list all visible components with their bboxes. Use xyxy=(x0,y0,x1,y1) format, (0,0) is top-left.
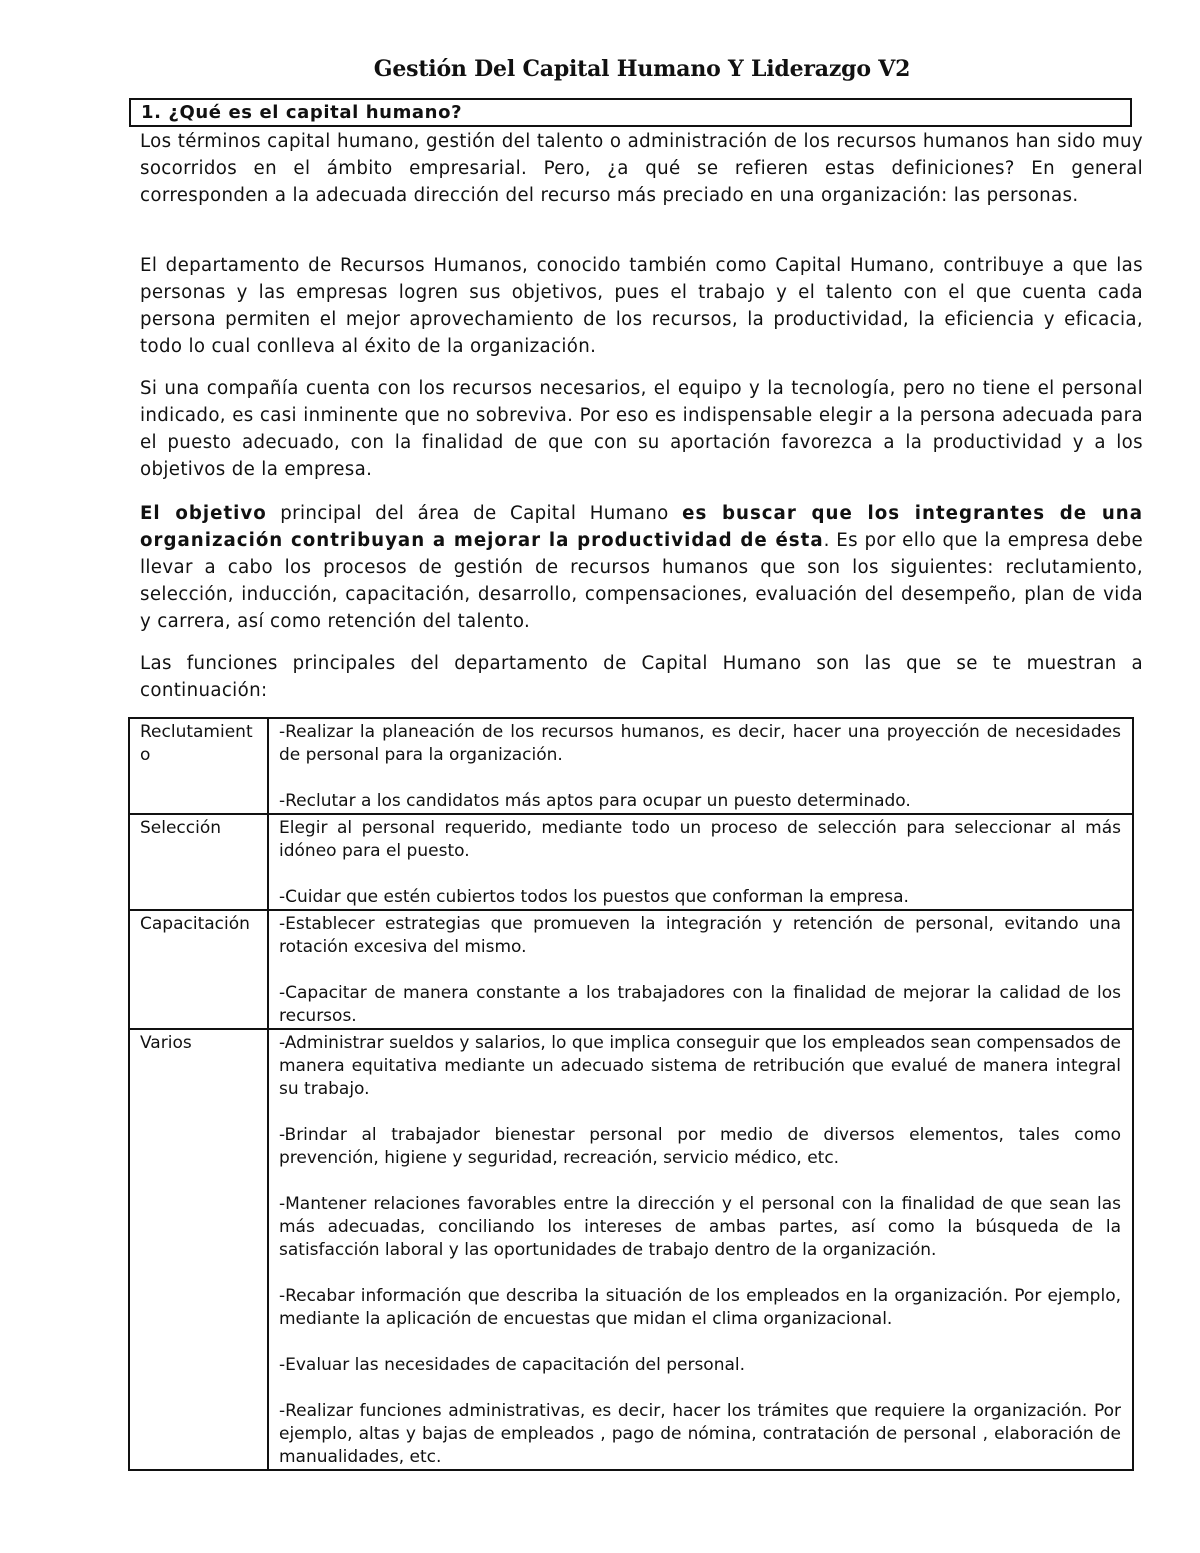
function-actions xyxy=(268,814,1133,910)
function-action: -Evaluar las necesidades de capacitación del personal. xyxy=(279,1355,746,1375)
question-heading: 1. ¿Qué es el capital humano? xyxy=(141,102,463,123)
function-area: Capacitación xyxy=(129,910,268,1029)
table-row xyxy=(129,718,1133,814)
objective-bold-2: es buscar que los integrantes de una organización contribuyan a mejorar la productividad de ésta xyxy=(140,503,1143,551)
table-row xyxy=(129,910,1133,1029)
function-action: -Administrar sueldos y salarios, lo que implica conseguir que los empleados sean compensados de manera equitativa mediante un adecuado sistema de retribución que evalué de manera integral su trabajo. xyxy=(279,1033,1121,1099)
objective-text-1: principal del área de Capital Humano xyxy=(266,503,683,524)
paragraph-intro: Los términos capital humano, gestión del talento o administración de los recursos humanos han sido muy socorridos en el ámbito empresarial. Pero, ¿a qué se refieren estas definiciones? En general corresponden a la adecuada dirección del recurso más preciado en una organización: las personas. xyxy=(140,131,1143,206)
function-area: Selección xyxy=(129,814,268,910)
paragraph-objective xyxy=(140,500,1143,635)
function-action: -Cuidar que estén cubiertos todos los puestos que conforman la empresa. xyxy=(279,887,909,907)
objective-text-2: . Es por ello que la empresa debe llevar a cabo los procesos de gestión de recursos humanos que son los siguientes: reclutamiento, selección, inducción, capacitación, desarrollo, compensaciones, evaluación del desempeño, plan de vida y carrera, así como retención del talento. xyxy=(140,530,1143,632)
function-actions xyxy=(268,910,1133,1029)
function-actions xyxy=(268,1029,1133,1470)
table-row xyxy=(129,1029,1133,1470)
table-row xyxy=(129,814,1133,910)
objective-bold-1: El objetivo xyxy=(140,503,267,524)
function-actions xyxy=(268,718,1133,814)
function-area: Varios xyxy=(129,1029,268,1470)
function-action: -Establecer estrategias que promueven la integración y retención de personal, evitando una rotación excesiva del mismo. xyxy=(279,914,1121,957)
function-action: Elegir al personal requerido, mediante todo un proceso de selección para seleccionar al más idóneo para el puesto. xyxy=(279,818,1121,861)
function-action: -Brindar al trabajador bienestar personal por medio de diversos elementos, tales como prevención, higiene y seguridad, recreación, servicio médico, etc. xyxy=(279,1125,1121,1168)
paragraph-functions-intro: Las funciones principales del departamento de Capital Humano son las que se te muestran a continuación: xyxy=(140,653,1143,701)
paragraph-department: El departamento de Recursos Humanos, conocido también como Capital Humano, contribuye a que las personas y las empresas logren sus objetivos, pues el trabajo y el talento con el que cuenta cada persona permiten el mejor aprovechamiento de los recursos, la productividad, la eficiencia y eficacia, todo lo cual conlleva al éxito de la organización. xyxy=(140,255,1143,357)
function-action: -Mantener relaciones favorables entre la dirección y el personal con la finalidad de que sean las más adecuadas, conciliando los intereses de ambas partes, así como la búsqueda de la satisfacción laboral y las oportunidades de trabajo dentro de la organización. xyxy=(279,1194,1121,1260)
function-action: -Recabar información que describa la situación de los empleados en la organización. Por ejemplo, mediante la aplicación de encuestas que midan el clima organizacional. xyxy=(279,1286,1121,1329)
function-action: -Realizar la planeación de los recursos humanos, es decir, hacer una proyección de necesidades de personal para la organización. xyxy=(279,722,1121,765)
document-title: Gestión Del Capital Humano Y Liderazgo V2 xyxy=(373,56,911,82)
function-action: -Capacitar de manera constante a los trabajadores con la finalidad de mejorar la calidad de los recursos. xyxy=(279,983,1121,1026)
function-area: Reclutamiento xyxy=(129,718,268,814)
function-action: -Reclutar a los candidatos más aptos para ocupar un puesto determinado. xyxy=(279,791,911,811)
question-heading-box xyxy=(129,98,1132,127)
functions-table xyxy=(128,717,1134,1471)
function-action: -Realizar funciones administrativas, es decir, hacer los trámites que requiere la organización. Por ejemplo, altas y bajas de empleados , pago de nómina, contratación de personal , elaboración de manualidades, etc. xyxy=(279,1401,1121,1467)
paragraph-personnel: Si una compañía cuenta con los recursos necesarios, el equipo y la tecnología, pero no tiene el personal indicado, es casi inminente que no sobreviva. Por eso es indispensable elegir a la persona adecuada para el puesto adecuado, con la finalidad de que con su aportación favorezca a la productividad y a los objetivos de la empresa. xyxy=(140,378,1143,480)
